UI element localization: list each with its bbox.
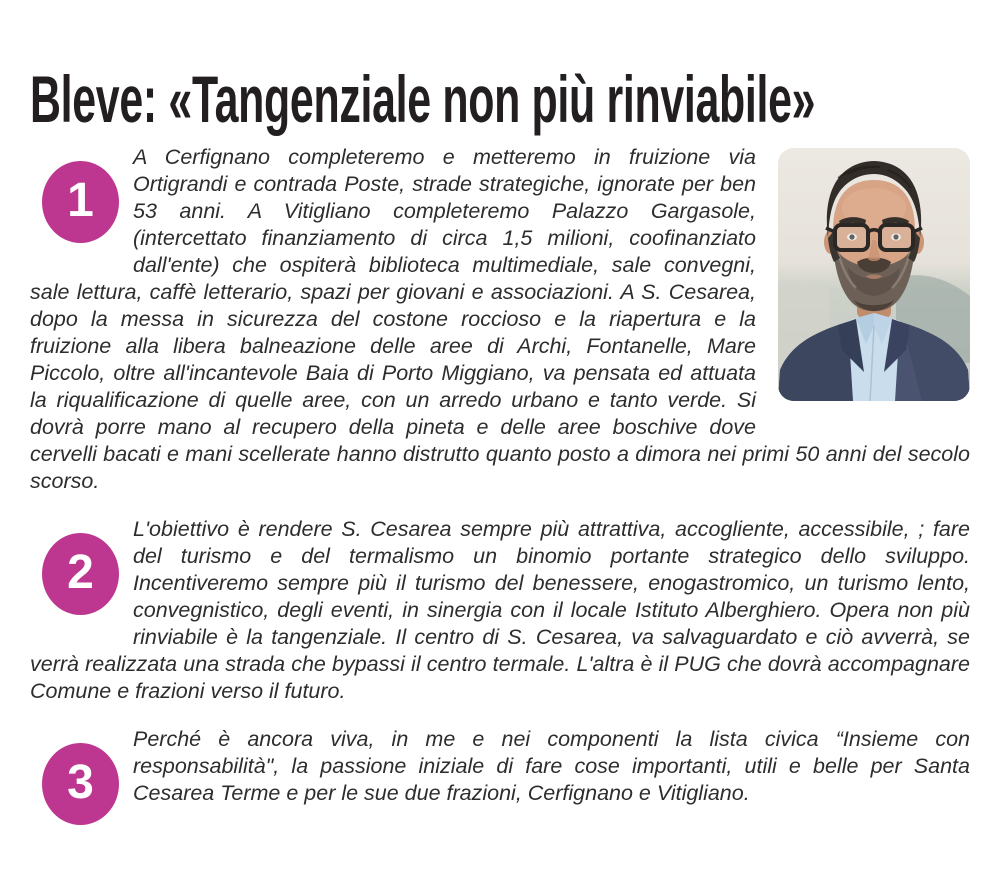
headline-text: Bleve: «Tangenziale non più rinviabile» [30,62,816,136]
portrait-illustration [778,148,970,401]
section-number-3: 3 [67,755,94,809]
section-number-2: 2 [67,545,94,599]
section-number-1: 1 [67,173,94,227]
article-section-3 [30,726,970,837]
section-text-3: Perché è ancora viva, in me e nei componenti la lista civica “Insieme con responsabilità", la passione iniziale di fare cose importanti, utili e belle per Santa Cesarea Terme e per le sue due frazioni, Cerfignano e Vitigliano. [133,727,970,805]
portrait-photo [778,148,970,401]
section-text-2: L'obiettivo è rendere S. Cesarea sempre più attrattiva, accogliente, accessibile, ; fare del turismo e del termalismo un binomio portante strategico dello sviluppo. Incentiveremo sempre più il turismo del benessere, enogastromico, un turismo lento, convegnistico, degli eventi, in sinergia con il locale Istituto Alberghiero. Opera non più rinviabile è la tangenziale. Il centro di S. Cesarea, va salvaguardato e ciò avverrà, se verrà realizzata una strada che bypassi il centro termale. L'altra è il PUG che dovrà accompagnare Comune e frazioni verso il futuro. [30,517,970,703]
headline [30,62,970,136]
section-text-1: A Cerfignano completeremo e metteremo in fruizione via Ortigrandi e contrada Poste, strade strategiche, ignorate per ben 53 anni. A Vitigliano completeremo Palazzo Gargasole, (intercettato finanziamento di circa 1,5 milioni, coofinanziato dall'ente) che ospiterà biblioteca multimediale, sale convegni, sale lettura, caffè letterario, spazi per giovani e associazioni. A S. Cesarea, dopo la messa in sicurezza del costone roccioso e la riapertura e la fruizione alla libera balneazione delle aree di Archi, Fontanelle, Mare Piccolo, oltre all'incantevole Baia di Porto Miggiano, va pensata ed attuata la riqualificazione di quelle aree, con un arredo urbano e tanto verde. Si dovrà porre mano al recupero della pineta e delle aree boschive dove cervelli bacati e mani scellerate hanno distrutto quanto posto a dimora nei primi 50 anni del secolo scorso. [30,145,970,493]
section-number-badge-3 [42,743,119,825]
article-page [0,62,1000,837]
section-number-badge-2 [42,533,119,615]
article-section-2 [30,516,970,705]
article-section-1 [30,144,970,495]
section-number-badge-1 [42,161,119,243]
